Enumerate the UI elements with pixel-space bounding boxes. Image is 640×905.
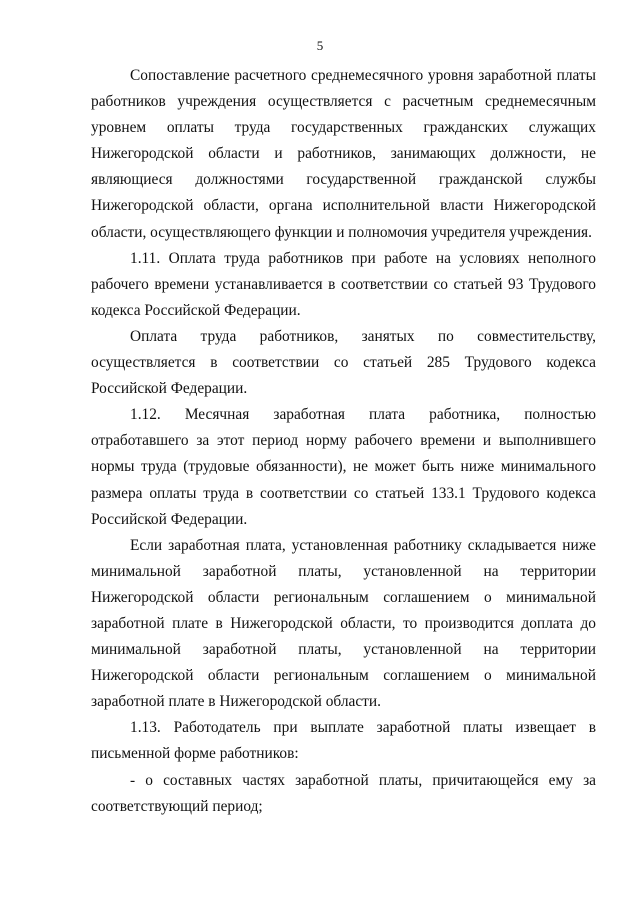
paragraph-1-12: 1.12. Месячная заработная плата работника, полностью отработавшего за этот период норму рабочего времени и выполнившего нормы труда (трудовые обязанности), не может быть ниже минимального размера оплаты труда в соответствии со статьей 133.1 Трудового кодекса Российской Федерации. [91, 406, 596, 528]
paragraph-minimum-wage-supplement: Если заработная плата, установленная работнику складывается ниже минимальной заработной платы, установленной на территории Нижегородской области региональным соглашением о минимальной заработной плате в Нижегородской области, то производится доплата до минимальной заработной платы, установленной на территории Нижегородской области региональным соглашением о минимальной заработной плате в Нижегородской области. [91, 536, 596, 711]
paragraph-list-item: - о составных частях заработной платы, причитающейся ему за соответствующий период; [91, 771, 596, 815]
paragraph-part-time: Оплата труда работников, занятых по совместительству, осуществляется в соответствии со статьей 285 Трудового кодекса Российской Федерации. [91, 327, 596, 398]
document-body [91, 63, 596, 820]
paragraph-1-11: 1.11. Оплата труда работников при работе на условиях неполного рабочего времени устанавливается в соответствии со статьей 93 Трудового кодекса Российской Федерации. [91, 249, 596, 319]
paragraph-1-13: 1.13. Работодатель при выплате заработной платы извещает в письменной форме работников: [91, 719, 596, 763]
paragraph-salary-comparison: Сопоставление расчетного среднемесячного уровня заработной платы работников учреждения осуществляется с расчетным среднемесячным уровнем оплаты труда государственных гражданских служащих Нижегородской области и работников, занимающих должности, не являющиеся должностями государственной гражданской службы Нижегородской области, органа исполнительной власти Нижегородской области, осуществляющего функции и полномочия учредителя учреждения. [91, 67, 596, 241]
page-number: 5 [316, 38, 324, 53]
